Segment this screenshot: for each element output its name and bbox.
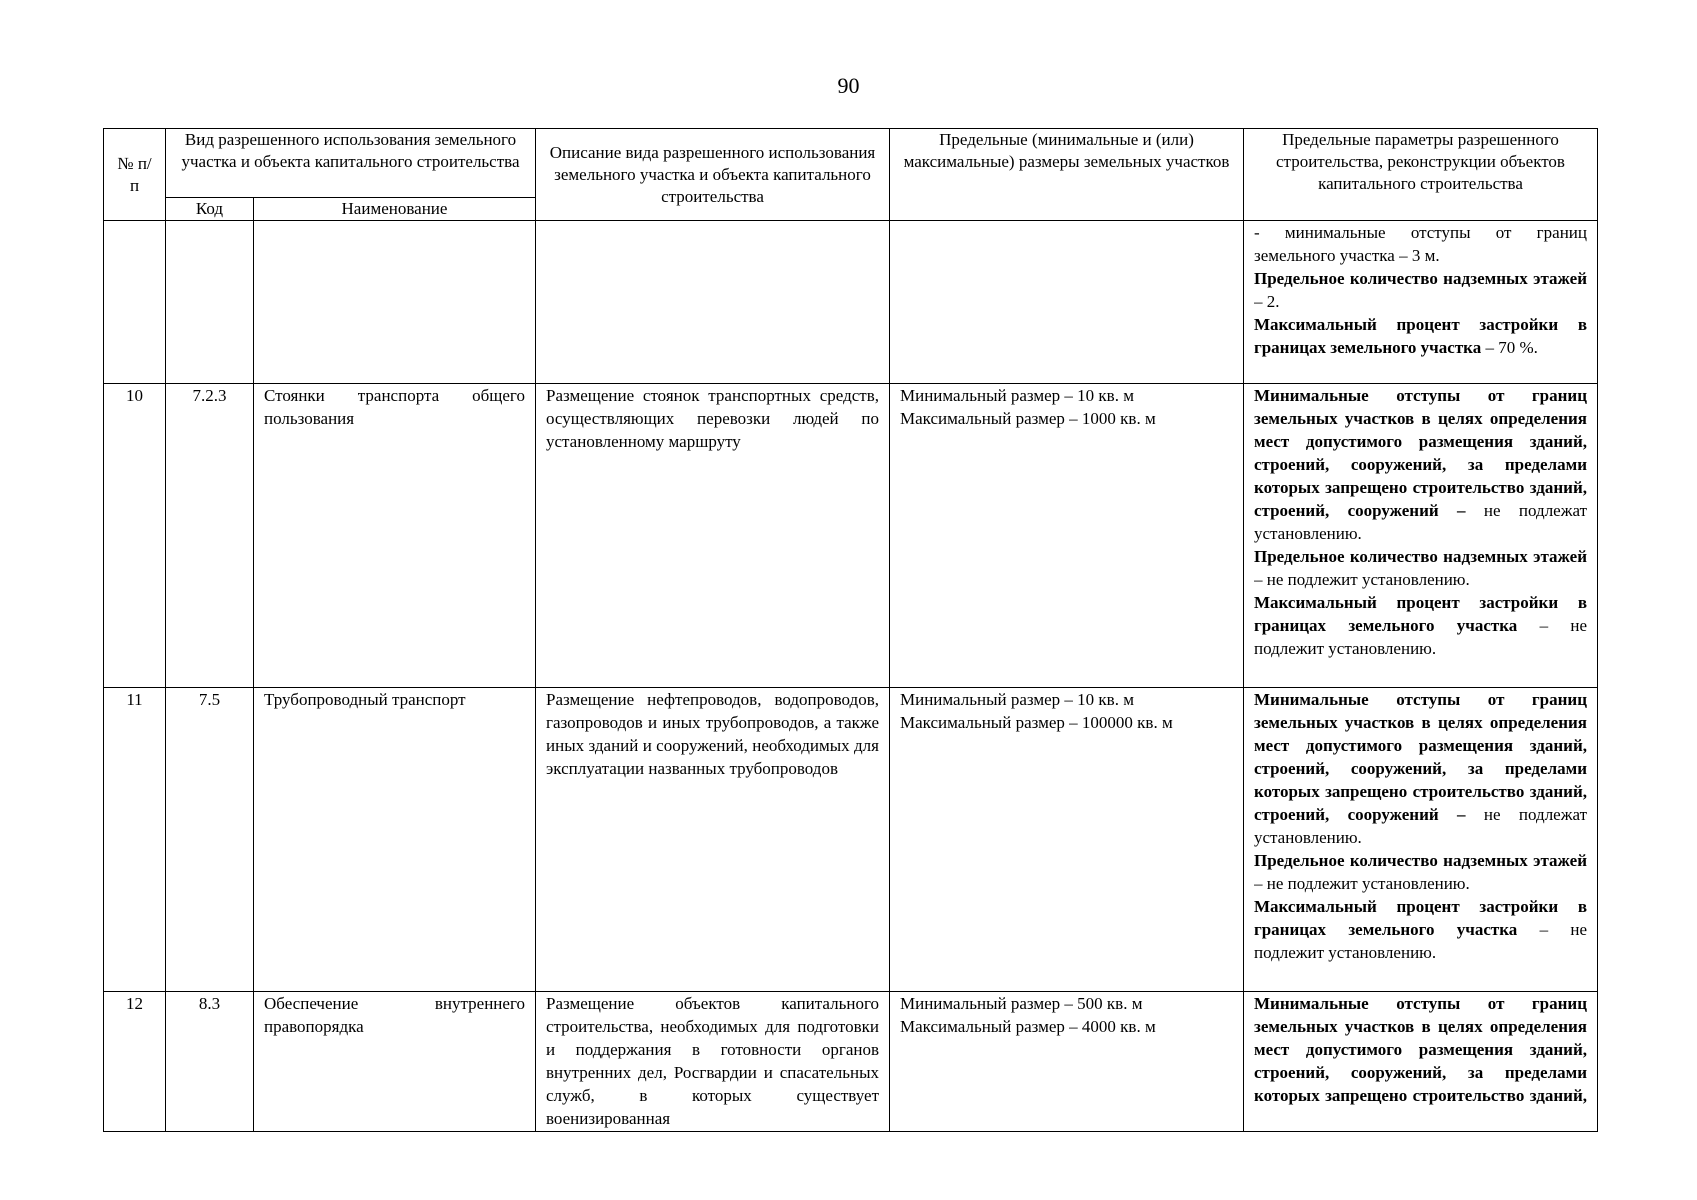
row-sizes xyxy=(890,688,1244,992)
size-max: Максимальный размер – 1000 кв. м xyxy=(900,409,1156,428)
table-header xyxy=(104,129,1598,221)
param-text: – не подлежит установлению. xyxy=(1254,616,1587,658)
param-paragraph xyxy=(1254,313,1587,359)
row-code: 7.5 xyxy=(166,688,254,992)
row-params xyxy=(1244,384,1598,688)
size-max: Максимальный размер – 100000 кв. м xyxy=(900,713,1173,732)
header-sizes: Предельные (минимальные и (или) максимальные) размеры земельных участков xyxy=(890,129,1244,221)
regulations-table xyxy=(103,128,1598,1132)
param-bold: Предельное количество надземных этажей xyxy=(1254,547,1587,566)
size-min: Минимальный размер – 10 кв. м xyxy=(900,386,1134,405)
header-code: Код xyxy=(166,198,254,221)
row-description xyxy=(536,992,890,1132)
param-bold: Минимальные отступы от границ земельных участков в целях определения мест допустимого размещения зданий, строений, сооружений, за пределами которых запрещено строительство зданий, xyxy=(1254,994,1587,1105)
row-params xyxy=(1244,688,1598,992)
param-text: не подлежат установлению. xyxy=(1254,805,1587,847)
param-paragraph xyxy=(1254,688,1587,849)
param-bold: Максимальный процент застройки в границах земельного участка xyxy=(1254,593,1587,635)
row-code xyxy=(166,221,254,384)
row-sizes xyxy=(890,992,1244,1132)
page-number: 90 xyxy=(837,73,860,98)
row-name: Трубопроводный транспорт xyxy=(254,688,536,992)
param-bold: Минимальные отступы от границ земельных участков в целях определения мест допустимого размещения зданий, строений, сооружений, за пределами которых запрещено строительство зданий, строений, сооружений – xyxy=(1254,386,1587,520)
param-paragraph xyxy=(1254,591,1587,660)
table-row xyxy=(104,384,1598,688)
row-name xyxy=(254,221,536,384)
header-name: Наименование xyxy=(254,198,536,221)
param-paragraph xyxy=(1254,849,1587,895)
row-params xyxy=(1244,992,1598,1132)
param-text: – 70 %. xyxy=(1481,338,1538,357)
param-bold: Максимальный процент застройки в границах земельного участка xyxy=(1254,897,1587,939)
row-num: 11 xyxy=(104,688,166,992)
param-paragraph xyxy=(1254,384,1587,545)
row-description: Размещение стоянок транспортных средств, осуществляющих перевозки людей по установленному маршруту xyxy=(536,384,890,688)
row-description-text: Размещение объектов капитального строительства, необходимых для подготовки и поддержания в готовности органов внутренних дел, Росгвардии и спасательных служб, в которых существует военизированная xyxy=(546,994,879,1128)
param-text: – не подлежит установлению. xyxy=(1254,920,1587,962)
header-description: Описание вида разрешенного использования земельного участка и объекта капитального строительства xyxy=(536,129,890,221)
row-params xyxy=(1244,221,1598,384)
param-paragraph xyxy=(1254,992,1587,1107)
param-text: – 2. xyxy=(1254,292,1280,311)
size-min: Минимальный размер – 10 кв. м xyxy=(900,690,1134,709)
row-description: Размещение нефтепроводов, водопроводов, газопроводов и иных трубопроводов, а также иных зданий и сооружений, необходимых для эксплуатации названных трубопроводов xyxy=(536,688,890,992)
param-bold: Предельное количество надземных этажей xyxy=(1254,851,1587,870)
header-num: № п/п xyxy=(104,129,166,221)
param-paragraph xyxy=(1254,895,1587,964)
header-params: Предельные параметры разрешенного строительства, реконструкции объектов капитального строительства xyxy=(1244,129,1598,221)
param-bold: Предельное количество надземных этажей xyxy=(1254,269,1587,288)
row-name: Обеспечение внутреннего правопорядка xyxy=(254,992,536,1132)
table-row xyxy=(104,992,1598,1132)
row-sizes xyxy=(890,384,1244,688)
table-row xyxy=(104,688,1598,992)
param-text: - минимальные отступы от границ земельного участка – 3 м. xyxy=(1254,223,1587,265)
param-bold: Максимальный процент застройки в границах земельного участка xyxy=(1254,315,1587,357)
row-code: 8.3 xyxy=(166,992,254,1132)
param-bold: Минимальные отступы от границ земельных участков в целях определения мест допустимого размещения зданий, строений, сооружений, за пределами которых запрещено строительство зданий, строений, сооружений – xyxy=(1254,690,1587,824)
row-description xyxy=(536,221,890,384)
param-text: не подлежат установлению. xyxy=(1254,501,1587,543)
param-text: – не подлежит установлению. xyxy=(1254,874,1470,893)
header-use-type: Вид разрешенного использования земельного участка и объекта капитального строительства xyxy=(166,129,536,198)
row-name: Стоянки транспорта общего пользования xyxy=(254,384,536,688)
param-paragraph xyxy=(1254,267,1587,313)
param-paragraph xyxy=(1254,545,1587,591)
table-row xyxy=(104,221,1598,384)
size-min: Минимальный размер – 500 кв. м xyxy=(900,994,1143,1013)
param-text: – не подлежит установлению. xyxy=(1254,570,1470,589)
param-paragraph xyxy=(1254,221,1587,267)
row-num: 10 xyxy=(104,384,166,688)
row-num xyxy=(104,221,166,384)
row-code: 7.2.3 xyxy=(166,384,254,688)
size-max: Максимальный размер – 4000 кв. м xyxy=(900,1017,1156,1036)
row-num: 12 xyxy=(104,992,166,1132)
row-sizes xyxy=(890,221,1244,384)
